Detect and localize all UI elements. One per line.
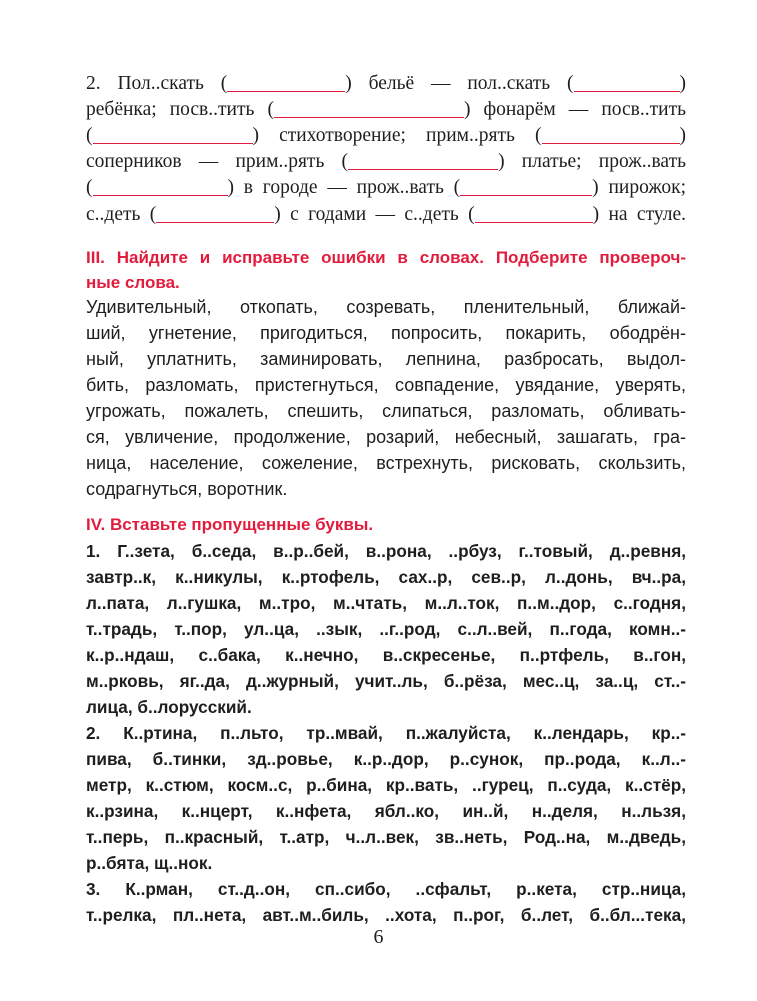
- ex2-line-5: [86, 175, 686, 201]
- ex2-text: ): [679, 125, 686, 146]
- answer-blank[interactable]: [227, 72, 345, 92]
- ex2-line-4: [86, 149, 686, 175]
- ex2-text: (: [86, 125, 93, 146]
- ex2-text: ) бельё — пол..скать (: [345, 73, 574, 94]
- section-3-line: содрагнуться, воротник.: [86, 479, 288, 499]
- section-4-line: 1. Г..зета, б..седа, в..р..бей, в..рона, ..рбуз, г..товый, д..ревня,: [86, 541, 686, 561]
- ex2-line-6: [86, 202, 686, 228]
- answer-blank[interactable]: [93, 124, 253, 144]
- section-3-line: ся, увличение, продолжение, розарий, небесный, зашагать, гра-: [86, 427, 686, 447]
- ex2-text: ) с годами — с..деть (: [274, 204, 475, 225]
- section-4-line: м..рковь, яг..да, д..журный, учит..ль, б..рёза, мес..ц, за..ц, ст..-: [86, 671, 686, 691]
- ex2-text: (: [86, 177, 93, 198]
- ex2-line-2: [86, 97, 686, 123]
- section-4-line: 2. К..ртина, п..льто, тр..мвай, п..жалуйста, к..лендарь, кр..-: [86, 723, 686, 743]
- section-4-line: метр, к..стюм, косм..с, р..бина, кр..вать, ..гурец, п..суда, к..стёр,: [86, 775, 686, 795]
- ex2-text: ) платье; прож..вать: [498, 151, 686, 172]
- section-4-line: р..бята, щ..нок.: [86, 853, 213, 873]
- section-4-line: т..релка, пл..нета, авт..м..биль, ..хота, п..рог, б..лет, б..бл...тека,: [86, 905, 686, 925]
- ex2-line-1: [86, 71, 686, 97]
- section-4-line: т..традь, т..пор, ул..ца, ..зык, ..г..род, с..л..вей, п..года, комн..-: [86, 619, 686, 639]
- section-3-heading: III. Найдите и исправьте ошибки в словах. Подберите провероч-: [86, 248, 686, 267]
- ex2-text: ): [679, 73, 686, 94]
- ex2-text: ) в городе — прож..вать (: [227, 177, 461, 198]
- section-4-line: пива, б..тинки, зд..ровье, к..р..дор, р..сунок, пр..рода, к..л..-: [86, 749, 686, 769]
- section-4-line: т..перь, п..красный, т..атр, ч..л..век, зв..неть, Род..на, м..дведь,: [86, 827, 686, 847]
- answer-blank[interactable]: [156, 203, 274, 223]
- section-4-line: к..р..ндаш, с..бака, к..нечно, в..скресенье, п..ртфель, в..гон,: [86, 645, 686, 665]
- answer-blank[interactable]: [274, 98, 464, 118]
- answer-blank[interactable]: [460, 176, 592, 196]
- section-4-line: лица, б..лорусский.: [86, 697, 252, 717]
- ex2-text: ребёнка; посв..тить (: [86, 99, 274, 120]
- ex2-line-3: [86, 123, 686, 149]
- ex2-text: соперников — прим..рять (: [86, 151, 349, 172]
- ex2-text: ) стихотворение; прим..рять (: [252, 125, 542, 146]
- ex2-text: ) пирожок;: [592, 177, 686, 198]
- answer-blank[interactable]: [475, 203, 593, 223]
- section-4-line: л..пата, л..гушка, м..тро, м..чтать, м..л..ток, п..м..дор, с..годня,: [86, 593, 686, 613]
- answer-blank[interactable]: [348, 150, 498, 170]
- section-3-line: ный, уплатнить, заминировать, лепнина, разбросать, выдол-: [86, 349, 686, 369]
- section-3-heading-cont: ные слова.: [86, 273, 180, 292]
- section-3-line: ница, население, сожеление, встрехнуть, рисковать, скользить,: [86, 453, 686, 473]
- section-4-line: завтр..к, к..никулы, к..ртофель, сах..р, сев..р, л..донь, вч..ра,: [86, 567, 686, 587]
- section-4-line: к..рзина, к..нцерт, к..нфета, ябл..ко, ин..й, н..деля, н..льзя,: [86, 801, 686, 821]
- page-number: 6: [373, 926, 384, 948]
- section-4-heading: IV. Вставьте пропущенные буквы.: [86, 515, 374, 534]
- answer-blank[interactable]: [542, 124, 680, 144]
- section-3-line: бить, разломать, пристегнуться, совпадение, увядание, уверять,: [86, 375, 686, 395]
- answer-blank[interactable]: [93, 176, 228, 196]
- answer-blank[interactable]: [574, 72, 680, 92]
- section-3-line: ший, угнетение, пригодиться, попросить, покарить, ободрён-: [86, 323, 686, 343]
- ex2-text: 2. Пол..скать (: [86, 73, 228, 94]
- section-3-line: Удивительный, откопать, созревать, пленительный, ближай-: [86, 297, 686, 317]
- section-3-line: угрожать, пожалеть, спешить, слипаться, разломать, обливать-: [86, 401, 686, 421]
- ex2-text: ) на стуле.: [592, 204, 686, 225]
- ex2-text: ) фонарём — посв..тить: [463, 99, 686, 120]
- ex2-text: с..деть (: [86, 204, 157, 225]
- section-4-line: 3. К..рман, ст..д..он, сп..сибо, ..сфальт, р..кета, стр..ница,: [86, 879, 686, 899]
